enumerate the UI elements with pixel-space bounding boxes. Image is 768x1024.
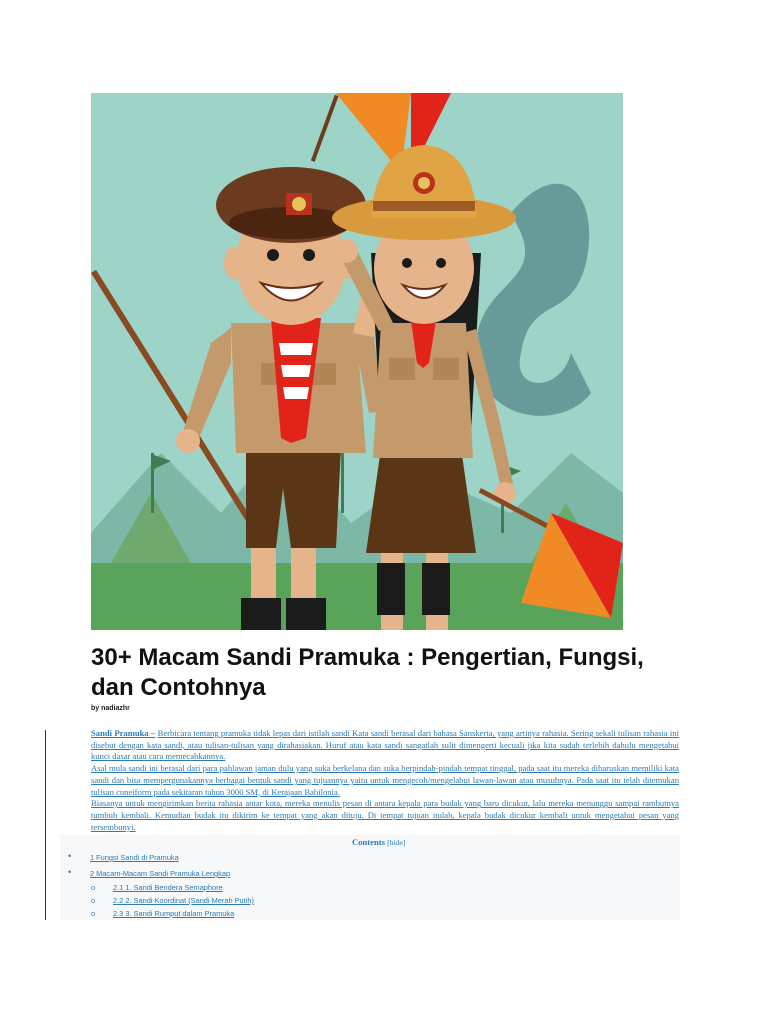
paragraph-text: Berbicara tentang pramuka tidak lepas dari istilah sandi Kata sandi berasal dari bahasa Sanskerta, yang artinya rahasia. Sering sekali tulisan rahasia ini disebut dengan kata sandi, atau tulisan-tulisan yang dirahasiakan. Huruf atau kata sandi sangatlah sulit dimengerti kecuali jika kita sudah terlebih dahulu mengetahui kunci dasar atau cara memecahkannya.	[91, 728, 679, 762]
sub-bullet-icon: o	[91, 883, 96, 892]
toc-subitem[interactable]	[91, 883, 223, 892]
sub-bullet-icon: o	[91, 909, 96, 918]
lead-link[interactable]: Sandi Pramuka –	[91, 728, 156, 738]
toc-link[interactable]: 1 Fungsi Sandi di Pramuka	[90, 853, 179, 862]
paragraph-2	[91, 763, 679, 798]
paragraph-1	[91, 728, 679, 763]
hero-illustration	[91, 93, 623, 630]
toc-link[interactable]: 2.2 2. Sandi Koordinat (Sandi Merah Putih)	[113, 896, 254, 905]
margin-divider	[45, 730, 46, 920]
toc-link[interactable]: 2.3 3. Sandi Rumput dalam Pramuka	[113, 909, 235, 918]
bullet-icon: •	[68, 851, 72, 861]
toc-subitem[interactable]	[91, 896, 254, 905]
scout-illustration	[91, 93, 623, 630]
toc-heading: Contents	[352, 837, 385, 847]
table-of-contents	[60, 834, 680, 920]
byline: by nadiazhr	[91, 705, 130, 712]
article-title: 30+ Macam Sandi Pramuka : Pengertian, Fungsi, dan Contohnya	[91, 644, 644, 701]
toc-subitem[interactable]	[91, 909, 235, 918]
sub-bullet-icon: o	[91, 896, 96, 905]
article-body	[91, 728, 679, 833]
toc-header	[352, 837, 405, 847]
toc-item[interactable]	[68, 851, 179, 862]
paragraph-text: Biasanya untuk mengirimkan berita rahasia antar kota, mereka menulis pesan di antara kepala para budak yang baru dicukur, lalu mereka menunggu sampai rambutnya tumbuh kembali. Kemudian budak itu dikirim ke tempat yang akan dituju. Di tempat tujuan itulah, kepala budak dicukur kembali untuk mengetahui pesan yang tersembunyi.	[91, 798, 679, 832]
paragraph-3	[91, 798, 679, 833]
paragraph-text: Asal mula sandi ini berasal dari para pahlawan jaman dulu yang suka berkelana dan suka berpindah-pindah tempat tinggal, pada saat itu mereka diharuskan memiliki kata sandi dan bisa mempergunakannya berbagai bentuk sandi yang tujuannya yaitu untuk mengecoh/mengelabui lawan-lawan atau musuhnya. Pada saat itu telah ditemukan tulisan cuneiform pada sekitaran tahun 3000 SM, di Kerajaan Babilonia.	[91, 763, 679, 797]
toc-link[interactable]: 2.1 1. Sandi Bendera Semaphore	[113, 883, 223, 892]
toc-item[interactable]	[68, 867, 231, 878]
bullet-icon: •	[68, 867, 72, 877]
toc-link[interactable]: 2 Macam-Macam Sandi Pramuka Lengkap	[90, 869, 231, 878]
toc-hide-toggle[interactable]: [hide]	[387, 838, 406, 847]
